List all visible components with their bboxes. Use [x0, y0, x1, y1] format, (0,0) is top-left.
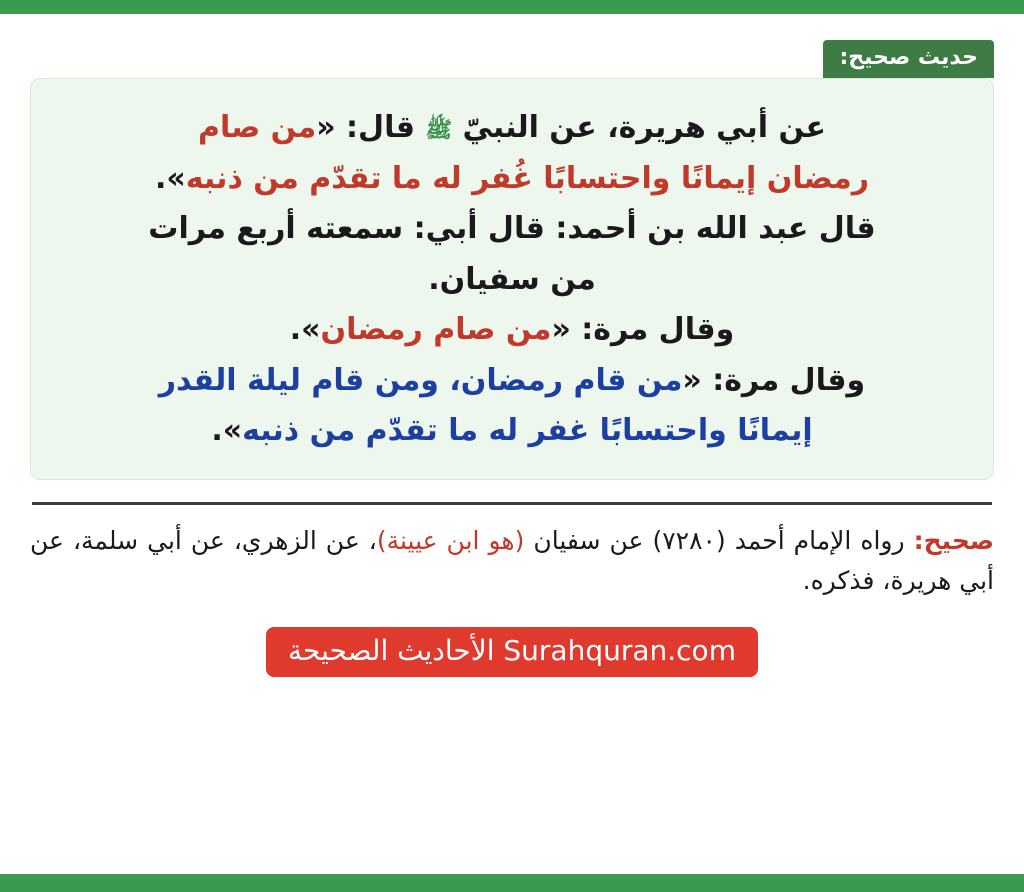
takhrij-text-part-1: رواه الإمام أحمد (٧٢٨٠) عن سفيان	[524, 525, 914, 555]
sallallahu-alayhi-wasallam-icon: ﷺ	[425, 118, 453, 144]
hadith-segment: ».	[154, 160, 186, 196]
takhrij-text-part-2: ، عن الزهري، عن أبي سلمة، عن أبي هريرة، فذكره.	[30, 525, 994, 595]
hadith-segment: من سفيان.	[428, 261, 596, 297]
takhrij-narrator-note: (هو ابن عيينة)	[376, 525, 525, 555]
hadith-segment: رمضان إيمانًا واحتسابًا غُفر له ما تقدّم من ذنبه	[185, 160, 870, 196]
hadith-segment: إيمانًا واحتسابًا غفر له ما تقدّم من ذنبه	[242, 413, 813, 449]
hadith-segment: عن أبي هريرة، عن النبيّ	[452, 110, 827, 146]
hadith-text-box	[30, 78, 994, 480]
hadith-segment: وقال مرة: «	[682, 362, 866, 398]
hadith-segment: قال: «	[316, 110, 426, 146]
hadith-segment: ».	[289, 312, 321, 348]
bottom-accent-bar	[0, 874, 1024, 892]
site-badge[interactable]	[266, 627, 758, 677]
hadith-segment: من قام رمضان، ومن قام ليلة القدر	[158, 362, 683, 398]
hadith-line	[57, 358, 967, 405]
hadith-segment: وقال مرة: «	[551, 312, 735, 348]
hadith-segment: ».	[211, 413, 243, 449]
takhrij-paragraph	[30, 521, 994, 601]
hadith-segment: قال عبد الله بن أحمد: قال أبي: سمعته أربع مرات	[148, 211, 876, 247]
section-divider	[32, 502, 992, 505]
top-accent-bar	[0, 0, 1024, 14]
hadith-segment: من صام	[197, 110, 317, 146]
hadith-line	[57, 105, 967, 152]
grade-badge: حديث صحيح:	[823, 40, 994, 78]
hadith-segment: من صام رمضان	[320, 312, 552, 348]
hadith-line	[57, 206, 967, 253]
hadith-line	[57, 257, 967, 304]
collection-title: الأحاديث الصحيحة	[288, 633, 495, 667]
takhrij-grade-label: صحيح:	[913, 525, 994, 555]
hadith-line	[57, 156, 967, 203]
card-content	[0, 14, 1024, 874]
grade-row	[30, 40, 994, 78]
hadith-line	[57, 307, 967, 354]
footer-row	[30, 627, 994, 677]
hadith-line	[57, 408, 967, 455]
site-name: Surahquran.com	[503, 633, 736, 667]
